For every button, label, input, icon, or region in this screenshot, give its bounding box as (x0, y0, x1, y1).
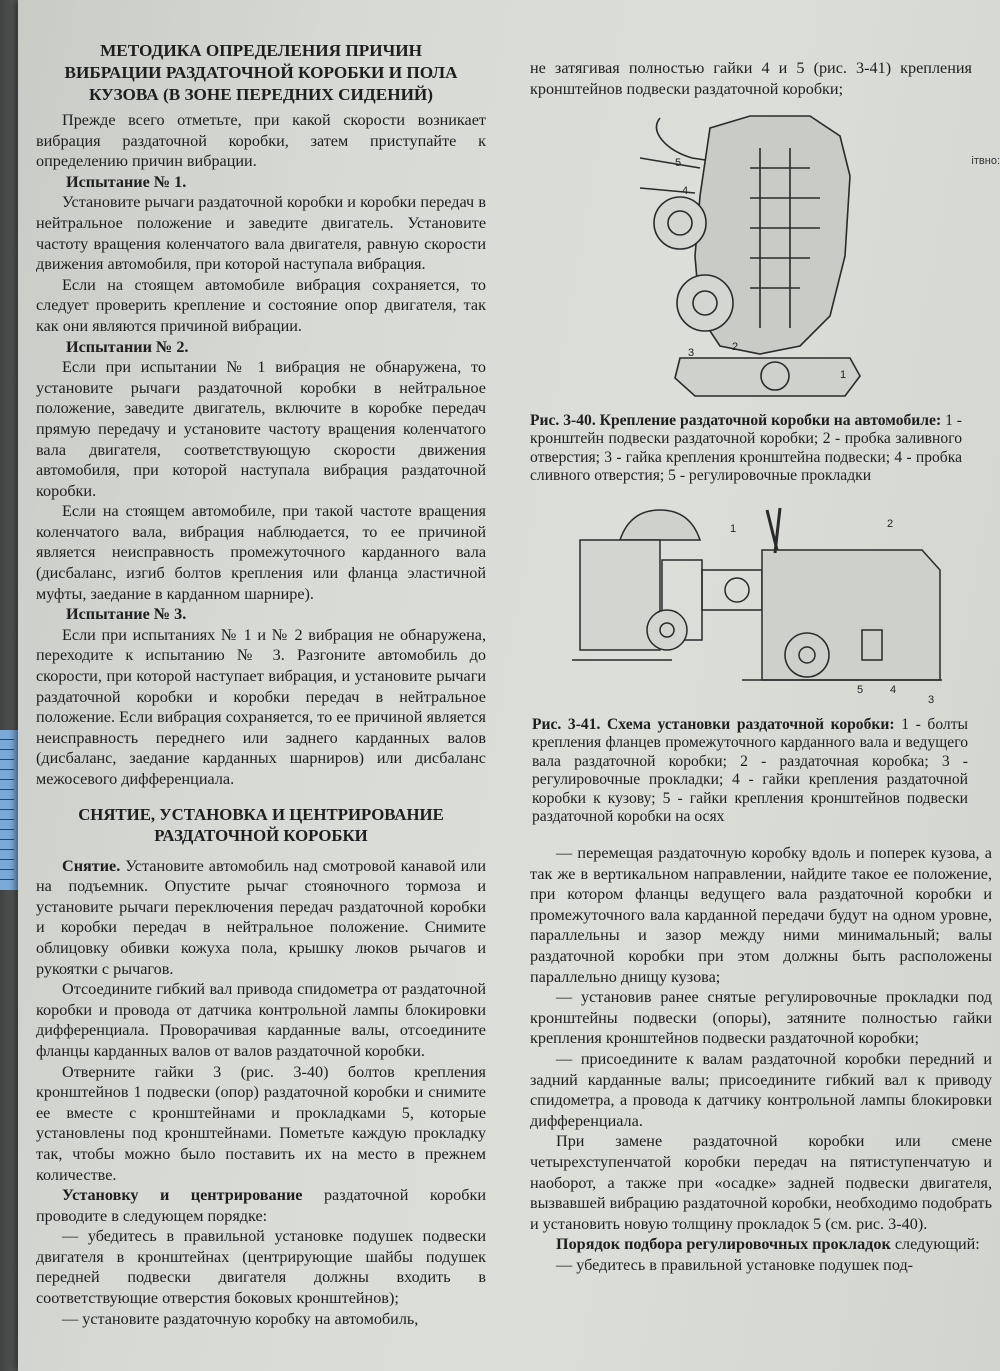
install-text: раздаточной коробки проводите в следующем порядке: (36, 1186, 486, 1225)
left-column (36, 40, 486, 1329)
fig41-label: 3 (928, 694, 935, 706)
test1-paragraph-2: Если на стоящем автомобиле вибрация сохраняется, то следует проверить крепление и состояние опор двигателя, так как они являются причиной вибрации. (36, 275, 486, 335)
removal-paragraph (36, 856, 486, 980)
removal-text: Установите автомобиль над смотровой канавой или на подъемник. Опустите рычаг стояночного тормоза и установите рычаги переключения передач раздаточной коробки и коробки передач в нейтральное положение. Снимите облицовку обивки кожуха пола, крышку люков рычагов и рукоятки с рычагов. (36, 856, 487, 978)
fig40-label: 1 (840, 369, 847, 381)
test3-paragraph: Если при испытаниях № 1 и № 2 вибрация не обнаружена, переходите к испытанию № 3. Разгоните автомобиль до скорости, при которой наступает вибрация, и установите рычаги раздаточной коробки и коробки передач в нейтральное положение. Если вибрация сохраняется, то ее причиной является неисправность переднего или заднего карданных валов (дисбаланс, заедание карданных шарниров) или дисбаланс межосевого дифференциала. (36, 625, 486, 788)
fig40-label: 4 (682, 185, 689, 197)
order-bullet: — убедитесь в правильной установке подушек под- (556, 1255, 914, 1274)
installation-scheme-drawing (572, 500, 972, 710)
continuation-text: не затягивая полностью гайки 4 и 5 (рис. 3-41) крепления кронштейнов подвески раздаточной коробки; (530, 59, 972, 98)
transfer-case-drawing (640, 108, 870, 408)
test2-paragraph: Если при испытании № 1 вибрация не обнаружена, то установите рычаги раздаточной коробки в нейтральное положение, заведите двигатель, включите в коробке передач прямую передачу и установите частоту вращения коленчатого вала двигателя, соответствующую скорости движения автомобиля, при которой наступала вибрация раздаточной коробки. (36, 358, 486, 500)
install-bullet: — установите раздаточную коробку на автомобиль, (62, 1309, 419, 1328)
test1-paragraph: Установите рычаги раздаточной коробки и коробки передач в нейтральное положение и заведите двигатель. Установите частоту вращения коленчатого вала двигателя, равную скорости движения автомобиля, при которой наступала вибрация. (36, 193, 486, 274)
install-label: Установку и центрирование (62, 1186, 303, 1205)
replacement-paragraph: При замене раздаточной коробки или смене четырехступенчатой коробки передач на пятиступенчатую и наоборот, а также при «осадке» задней подвески двигателя, вызвавшей вибрацию раздаточной коробки, необходимо подобрать и установить новую толщину прокладок 5 (см. рис. 3-40). (530, 1132, 992, 1233)
caption-title: Рис. 3-41. Схема установки раздаточной коробки: (532, 716, 895, 733)
right-column-top (530, 58, 972, 99)
fig40-label: 2 (732, 341, 739, 353)
fig40-label: 5 (675, 157, 682, 169)
right-column-bottom (530, 843, 992, 1275)
fig40-label: 3 (688, 347, 695, 359)
page-title (36, 40, 486, 106)
install-bullet: — убедитесь в правильной установке подушек подвески двигателя в кронштейнах (центрирующие шайбы подушек передней подвески двигателя должны входить в соответствующие отверстия боковых кронштейнов); (36, 1227, 486, 1308)
install-paragraph (36, 1185, 486, 1226)
section-heading-line: РАЗДАТОЧНОЙ КОРОБКИ (154, 825, 368, 845)
order-text: следующий: (894, 1235, 980, 1254)
caption-text: 1 - кронштейн подвески раздаточной коробки; 2 - пробка заливного отверстия; 3 - гайка крепления кронштейна подвески; 4 - пробка сливного отверстия; 5 - регулировочные прокладки (530, 412, 962, 485)
title-line: КУЗОВА (В ЗОНЕ ПЕРЕДНИХ СИДЕНИЙ) (88, 85, 434, 104)
test3-heading: Испытание № 3. (66, 605, 187, 624)
intro-paragraph: Прежде всего отметьте, при какой скорости возникает вибрация раздаточной коробки, затем приступайте к определению причин вибрации. (36, 111, 486, 171)
install-bullet: — присоедините к валам раздаточной коробки передний и задний карданные валы; присоедините гибкий вал к приводу спидометра, а провода к датчику контрольной лампы блокировки дифференциала. (530, 1049, 992, 1130)
install-bullet: — перемещая раздаточную коробку вдоль и поперек кузова, а так же в вертикальном направлении, найдите такое ее положение, при котором фланцы ведущего вала раздаточной коробки и промежуточного вала карданной передачи будут на одном уровне, параллельны и зазор между ними минимальный; валы раздаточной коробки при этом должны быть расположены параллельно днищу кузова; (530, 844, 992, 986)
fig41-label: 4 (890, 684, 897, 696)
section-heading-line: СНЯТИЕ, УСТАНОВКА И ЦЕНТРИРОВАНИЕ (78, 804, 444, 824)
edge-text: ітвно: (971, 155, 1000, 167)
title-line: ВИБРАЦИИ РАЗДАТОЧНОЙ КОРОБКИ И ПОЛА (64, 63, 458, 82)
test2-paragraph-2: Если на стоящем автомобиле, при такой частоте вращения коленчатого вала, вибрация наблюдается, то ее причиной является неисправность промежуточного карданного вала (дисбаланс, изгиб болтов крепления или фланца эластичной муфты, заедание в карданном шарнире). (36, 502, 486, 603)
caption-title: Рис. 3-40. Крепление раздаточной коробки на автомобиле: (530, 412, 942, 429)
figure-3-41-caption (532, 716, 968, 826)
figure-3-40 (640, 108, 870, 408)
install-bullet: — установив ранее снятые регулировочные прокладки под кронштейны подвески (опоры), затяните полностью гайки крепления кронштейнов подвески раздаточной коробки; (530, 988, 992, 1048)
removal-paragraph-2: Отсоедините гибкий вал привода спидометра от раздаточной коробки и провода от датчика контрольной лампы блокировки дифференциала. Проворачивая карданные валы, отсоедините фланцы карданных валов от валов раздаточной коробки. (36, 980, 486, 1060)
fig41-label: 2 (887, 518, 894, 530)
figure-3-40-caption (530, 412, 962, 486)
fig41-label: 5 (857, 684, 864, 696)
section-heading (36, 804, 486, 846)
removal-paragraph-3: Отверните гайки 3 (рис. 3-40) болтов крепления кронштейнов 1 подвески (опор) раздаточной коробки и снимите ее вместе с кронштейнами и прокладками 5, которые установлены под кронштейнами. Пометьте каждую прокладку так, чтобы можно было поставить их на место в прежнем количестве. (36, 1062, 486, 1184)
order-paragraph (530, 1234, 992, 1255)
removal-label: Снятие. (62, 856, 121, 875)
title-line: МЕТОДИКА ОПРЕДЕЛЕНИЯ ПРИЧИН (100, 41, 422, 60)
test2-heading: Испытании № 2. (66, 337, 189, 356)
caption-text: 1 - болты крепления фланцев промежуточного карданного вала и ведущего вала раздаточной коробки; 2 - раздаточная коробка; 3 - регулировочные прокладки; 4 - гайки крепления раздаточной коробки к кузову; 5 - гайки крепления кронштейнов подвески раздаточной коробки на осях (532, 716, 968, 826)
test1-heading: Испытание № 1. (66, 172, 187, 191)
figure-3-41 (572, 500, 972, 710)
fig41-label: 1 (730, 523, 737, 535)
order-label: Порядок подбора регулировочных прокладок (556, 1235, 891, 1254)
